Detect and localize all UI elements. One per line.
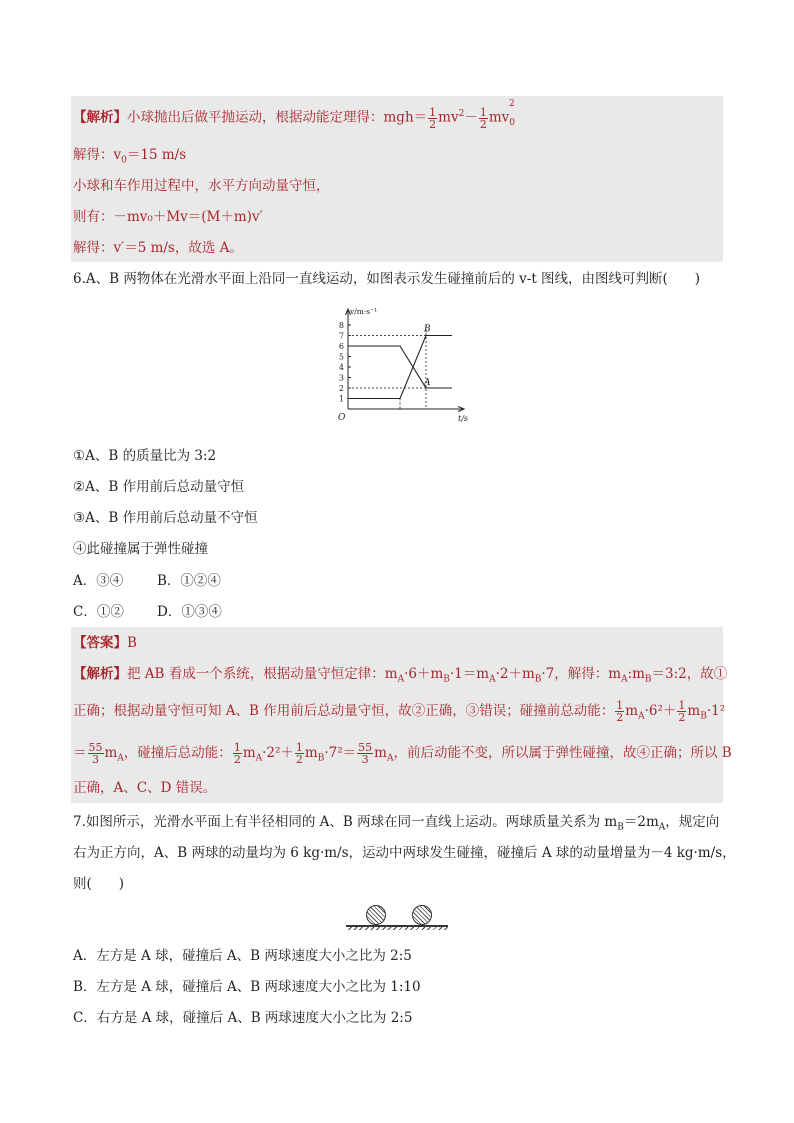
q6-choice-d: D．①③④ [157,604,222,620]
ball-left [366,905,386,925]
answer6-line: 【答案】B [73,635,137,651]
q6-option-4: ④此碰撞属于弹性碰撞 [73,541,208,557]
analysis6-line3: ＝ $\frac{55}{3}$ $m_A$，碰撞后总动能： $\frac{1}{2}$ $m_A\cdot 2^2+$ $\frac{1}{2}$ $m_B\cdot 7^2=$ $\frac{55}{3}$ $m_A$，前后动能不变，所以属于弹性碰撞，故④正确；所以 B [73,741,732,766]
y-tick-label: 7 [338,331,344,341]
q7-option-c: C．右方是 A 球，碰撞后 A、B 两球速度大小之比为 2:5 [73,1010,413,1026]
analysis1-line5: 解得：v′＝5 m/s，故选 A。 [73,240,243,256]
series-label-A: A [424,378,431,388]
x-axis-label: t/s [458,414,468,423]
q6-choice-b: B．①②④ [157,573,221,589]
series-line-A [348,346,452,388]
q7-line3: 则( ) [73,876,125,892]
y-tick-label: 2 [338,384,344,393]
analysis-tag: 【解析】 [73,109,127,126]
series-label-B: B [424,324,431,335]
y-tick-label: 1 [338,394,344,404]
analysis6-line1: 【解析】把 AB 看成一个系统，根据动量守恒定律：$m_A\cdot 6+m_B\cdot 1=m_A\cdot 2+m_B\cdot 7$，解得：$m_A:m_B=3:2$，故① [73,666,728,685]
q6-choice-c: C．①② [73,604,124,620]
two-balls-figure [346,903,448,931]
q7-line2: 右为正方向，A、B 两球的动量均为 6 kg·m/s，运动中两球发生碰撞，碰撞后 A 球的动量增量为－4 kg·m/s， [73,845,736,861]
q6-option-2: ②A、B 作用前后总动量守恒 [73,479,245,495]
series-line-B [348,336,452,399]
y-tick-label: 5 [338,352,344,362]
vt-chart [318,305,468,425]
q7-option-b: B．左方是 A 球，碰撞后 A、B 两球速度大小之比为 1:10 [73,979,421,995]
ball-right [412,905,432,925]
q6-option-3: ③A、B 作用前后总动量不守恒 [73,510,258,526]
fraction: $\frac{1}{2}$ [479,105,487,131]
analysis1-line3: 小球和车作用过程中，水平方向动量守恒， [73,178,330,194]
q7-option-a: A．左方是 A 球，碰撞后 A、B 两球速度大小之比为 2:5 [73,948,412,964]
y-tick-label: 6 [338,342,344,351]
q7-line1: 7.如图所示，光滑水平面上有半径相同的 A、B 两球在同一直线上运动。两球质量关系为 $m_B=2m_A$，规定向 [73,814,720,833]
analysis1-line1: 【解析】小球抛出后做平抛运动，根据动能定理得：mgh＝ $\frac{1}{2}$ $mv^2-$ $\frac{1}{2}$ $mv_0^2$ [73,99,515,131]
analysis1-line4: 则有：－mv₀＋Mv＝(M＋m)v′ [73,209,263,225]
analysis1-line2: 解得：$v_0=15$ m/s [73,147,187,166]
ground-hatch [346,926,448,930]
q6-option-1: ①A、B 的质量比为 3:2 [73,448,217,464]
y-tick-label: 3 [338,373,344,383]
q6-choice-a: A．③④ [73,573,124,589]
q6-stem: 6.A、B 两物体在光滑水平面上沿同一直线运动，如图表示发生碰撞前后的 v-t 图线，由图线可判断( ) [73,271,701,287]
analysis6-line4: 正确，A、C、D 错误。 [73,780,217,796]
analysis6-line2: 正确；根据动量守恒可知 A、B 作用前后总动量守恒，故②正确，③错误；碰撞前总动能： $\frac{1}{2}$ $m_A\cdot 6^2+$ $\frac{1}{2}$ $m_B\cdot 1^2$ [73,699,726,724]
fraction: $\frac{1}{2}$ [429,105,437,131]
answer-value: B [127,635,137,651]
y-axis-label: v/m·s⁻¹ [350,307,378,316]
y-tick-label: 4 [338,363,344,372]
origin-label: O [338,413,346,423]
y-tick-label: 8 [338,321,344,330]
